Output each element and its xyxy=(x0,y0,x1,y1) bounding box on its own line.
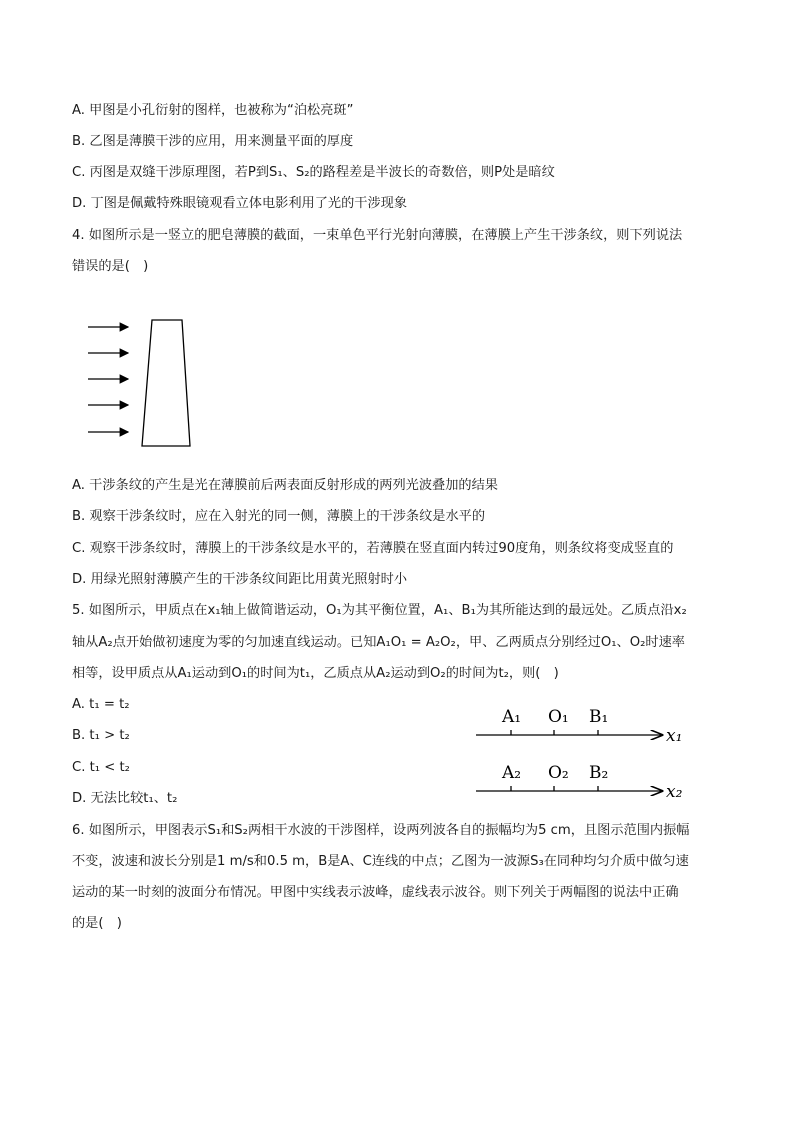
q6-stem-line3: 运动的某一时刻的波面分布情况。甲图中实线表示波峰，虚线表示波谷。则下列关于两幅图的说法中正确 xyxy=(72,885,679,900)
axis-x1 xyxy=(476,707,682,746)
incident-light-arrows xyxy=(88,327,128,432)
q4-option-c: C. 观察干涉条纹时，薄膜上的干涉条纹是水平的，若薄膜在竖直面内转过90度角，则条纹将变成竖直的 xyxy=(72,541,674,556)
soap-film-cross-section xyxy=(142,320,190,446)
q3-option-d: D. 丁图是佩戴特殊眼镜观看立体电影利用了光的干涉现象 xyxy=(72,196,408,211)
label-x2: x₂ xyxy=(666,782,683,802)
label-o2: O₂ xyxy=(548,763,569,783)
q6-stem-line1: 6. 如图所示，甲图表示S₁和S₂两相干水波的干涉图样，设两列波各自的振幅均为5 cm，且图示范围内振幅 xyxy=(72,823,690,838)
q3-option-b: B. 乙图是薄膜干涉的应用，用来测量平面的厚度 xyxy=(72,134,354,149)
q5-stem-line2: 轴从A₂点开始做初速度为零的匀加速直线运动。已知A₁O₁ = A₂O₂，甲、乙两质点分别经过O₁、O₂时速率 xyxy=(72,635,685,650)
q6-stem-line4: 的是( ) xyxy=(72,916,122,931)
q5-option-b: B. t₁ > t₂ xyxy=(72,728,130,743)
q3-option-a: A. 甲图是小孔衍射的图样，也被称为“泊松亮斑” xyxy=(72,103,354,118)
q5-stem-line1: 5. 如图所示，甲质点在x₁轴上做简谐运动，O₁为其平衡位置，A₁、B₁为其所能达到的最远处。乙质点沿x₂ xyxy=(72,603,687,618)
label-a2: A₂ xyxy=(502,763,522,783)
q5-option-a: A. t₁ = t₂ xyxy=(72,697,130,712)
label-b2: B₂ xyxy=(589,763,609,783)
q4-option-a: A. 干涉条纹的产生是光在薄膜前后两表面反射形成的两列光波叠加的结果 xyxy=(72,478,498,493)
q6-stem-line2: 不变，波速和波长分别是1 m/s和0.5 m，B是A、C连线的中点；乙图为一波源S₃在同种均匀介质中做匀速 xyxy=(72,854,689,869)
oscillation-axes-figure xyxy=(470,700,700,810)
axis-x2 xyxy=(476,763,683,802)
q4-stem-line2: 错误的是( ) xyxy=(72,259,149,274)
label-a1: A₁ xyxy=(502,707,522,727)
q5-stem-line3: 相等，设甲质点从A₁运动到O₁的时间为t₁，乙质点从A₂运动到O₂的时间为t₂，则( ) xyxy=(72,666,559,681)
label-b1: B₁ xyxy=(589,707,609,727)
q4-option-d: D. 用绿光照射薄膜产生的干涉条纹间距比用黄光照射时小 xyxy=(72,572,408,587)
q3-option-c: C. 丙图是双缝干涉原理图，若P到S₁、S₂的路程差是半波长的奇数倍，则P处是暗纹 xyxy=(72,165,555,180)
q5-option-c: C. t₁ < t₂ xyxy=(72,760,130,775)
q5-option-d: D. 无法比较t₁、t₂ xyxy=(72,791,178,806)
q4-option-b: B. 观察干涉条纹时，应在入射光的同一侧，薄膜上的干涉条纹是水平的 xyxy=(72,509,486,524)
label-o1: O₁ xyxy=(548,707,569,727)
soap-film-figure xyxy=(84,312,204,452)
label-x1: x₁ xyxy=(666,726,683,746)
q4-stem-line1: 4. 如图所示是一竖立的肥皂薄膜的截面，一束单色平行光射向薄膜，在薄膜上产生干涉条纹，则下列说法 xyxy=(72,228,683,243)
